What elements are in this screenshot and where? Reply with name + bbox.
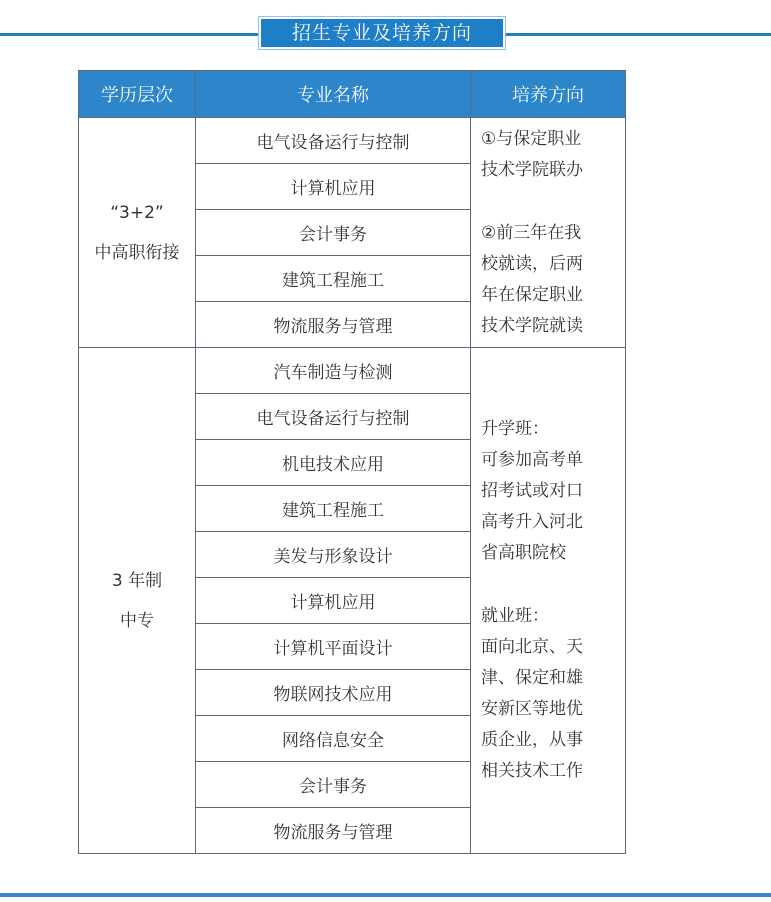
major-cell: 物流服务与管理 — [196, 808, 471, 854]
major-cell: 汽车制造与检测 — [196, 348, 471, 394]
page-title: 招生专业及培养方向 — [258, 16, 506, 50]
program-table — [78, 70, 626, 854]
major-cell: 计算机应用 — [196, 578, 471, 624]
major-cell: 会计事务 — [196, 762, 471, 808]
level-label-line2: 中专 — [120, 610, 154, 631]
bottom-rule — [0, 893, 771, 897]
header-level: 学历层次 — [79, 71, 196, 118]
header-major: 专业名称 — [196, 71, 471, 118]
major-cell: 建筑工程施工 — [196, 256, 471, 302]
major-cell: 电气设备运行与控制 — [196, 394, 471, 440]
table-row — [79, 118, 626, 164]
level-cell-3plus2 — [79, 118, 196, 348]
major-cell: 物联网技术应用 — [196, 670, 471, 716]
direction-text-1: 升学班： 可参加高考单 招考试或对口 高考升入河北 省高职院校 — [481, 419, 583, 563]
level-label-line2: 中高职衔接 — [94, 242, 180, 263]
major-cell: 会计事务 — [196, 210, 471, 256]
major-cell: 机电技术应用 — [196, 440, 471, 486]
direction-text-2: 就业班： 面向北京、天 津、保定和雄 安新区等地优 质企业，从事 相关技术工作 — [481, 606, 583, 781]
major-cell: 网络信息安全 — [196, 716, 471, 762]
major-cell: 美发与形象设计 — [196, 532, 471, 578]
direction-text-2: ②前三年在我 校就读，后两 年在保定职业 技术学院就读 — [481, 222, 583, 336]
major-cell: 建筑工程施工 — [196, 486, 471, 532]
level-label-line1: “3+2” — [110, 202, 164, 223]
direction-cell-3plus2 — [471, 118, 626, 348]
table-header-row — [79, 71, 626, 118]
major-cell: 电气设备运行与控制 — [196, 118, 471, 164]
header-direction: 培养方向 — [471, 71, 626, 118]
major-cell: 物流服务与管理 — [196, 302, 471, 348]
major-cell: 计算机应用 — [196, 164, 471, 210]
direction-cell-3year — [471, 348, 626, 854]
table-row — [79, 348, 626, 394]
level-label-line1: 3 年制 — [111, 570, 163, 591]
major-cell: 计算机平面设计 — [196, 624, 471, 670]
direction-text-1: ①与保定职业 技术学院联办 — [481, 128, 583, 180]
level-cell-3year — [79, 348, 196, 854]
